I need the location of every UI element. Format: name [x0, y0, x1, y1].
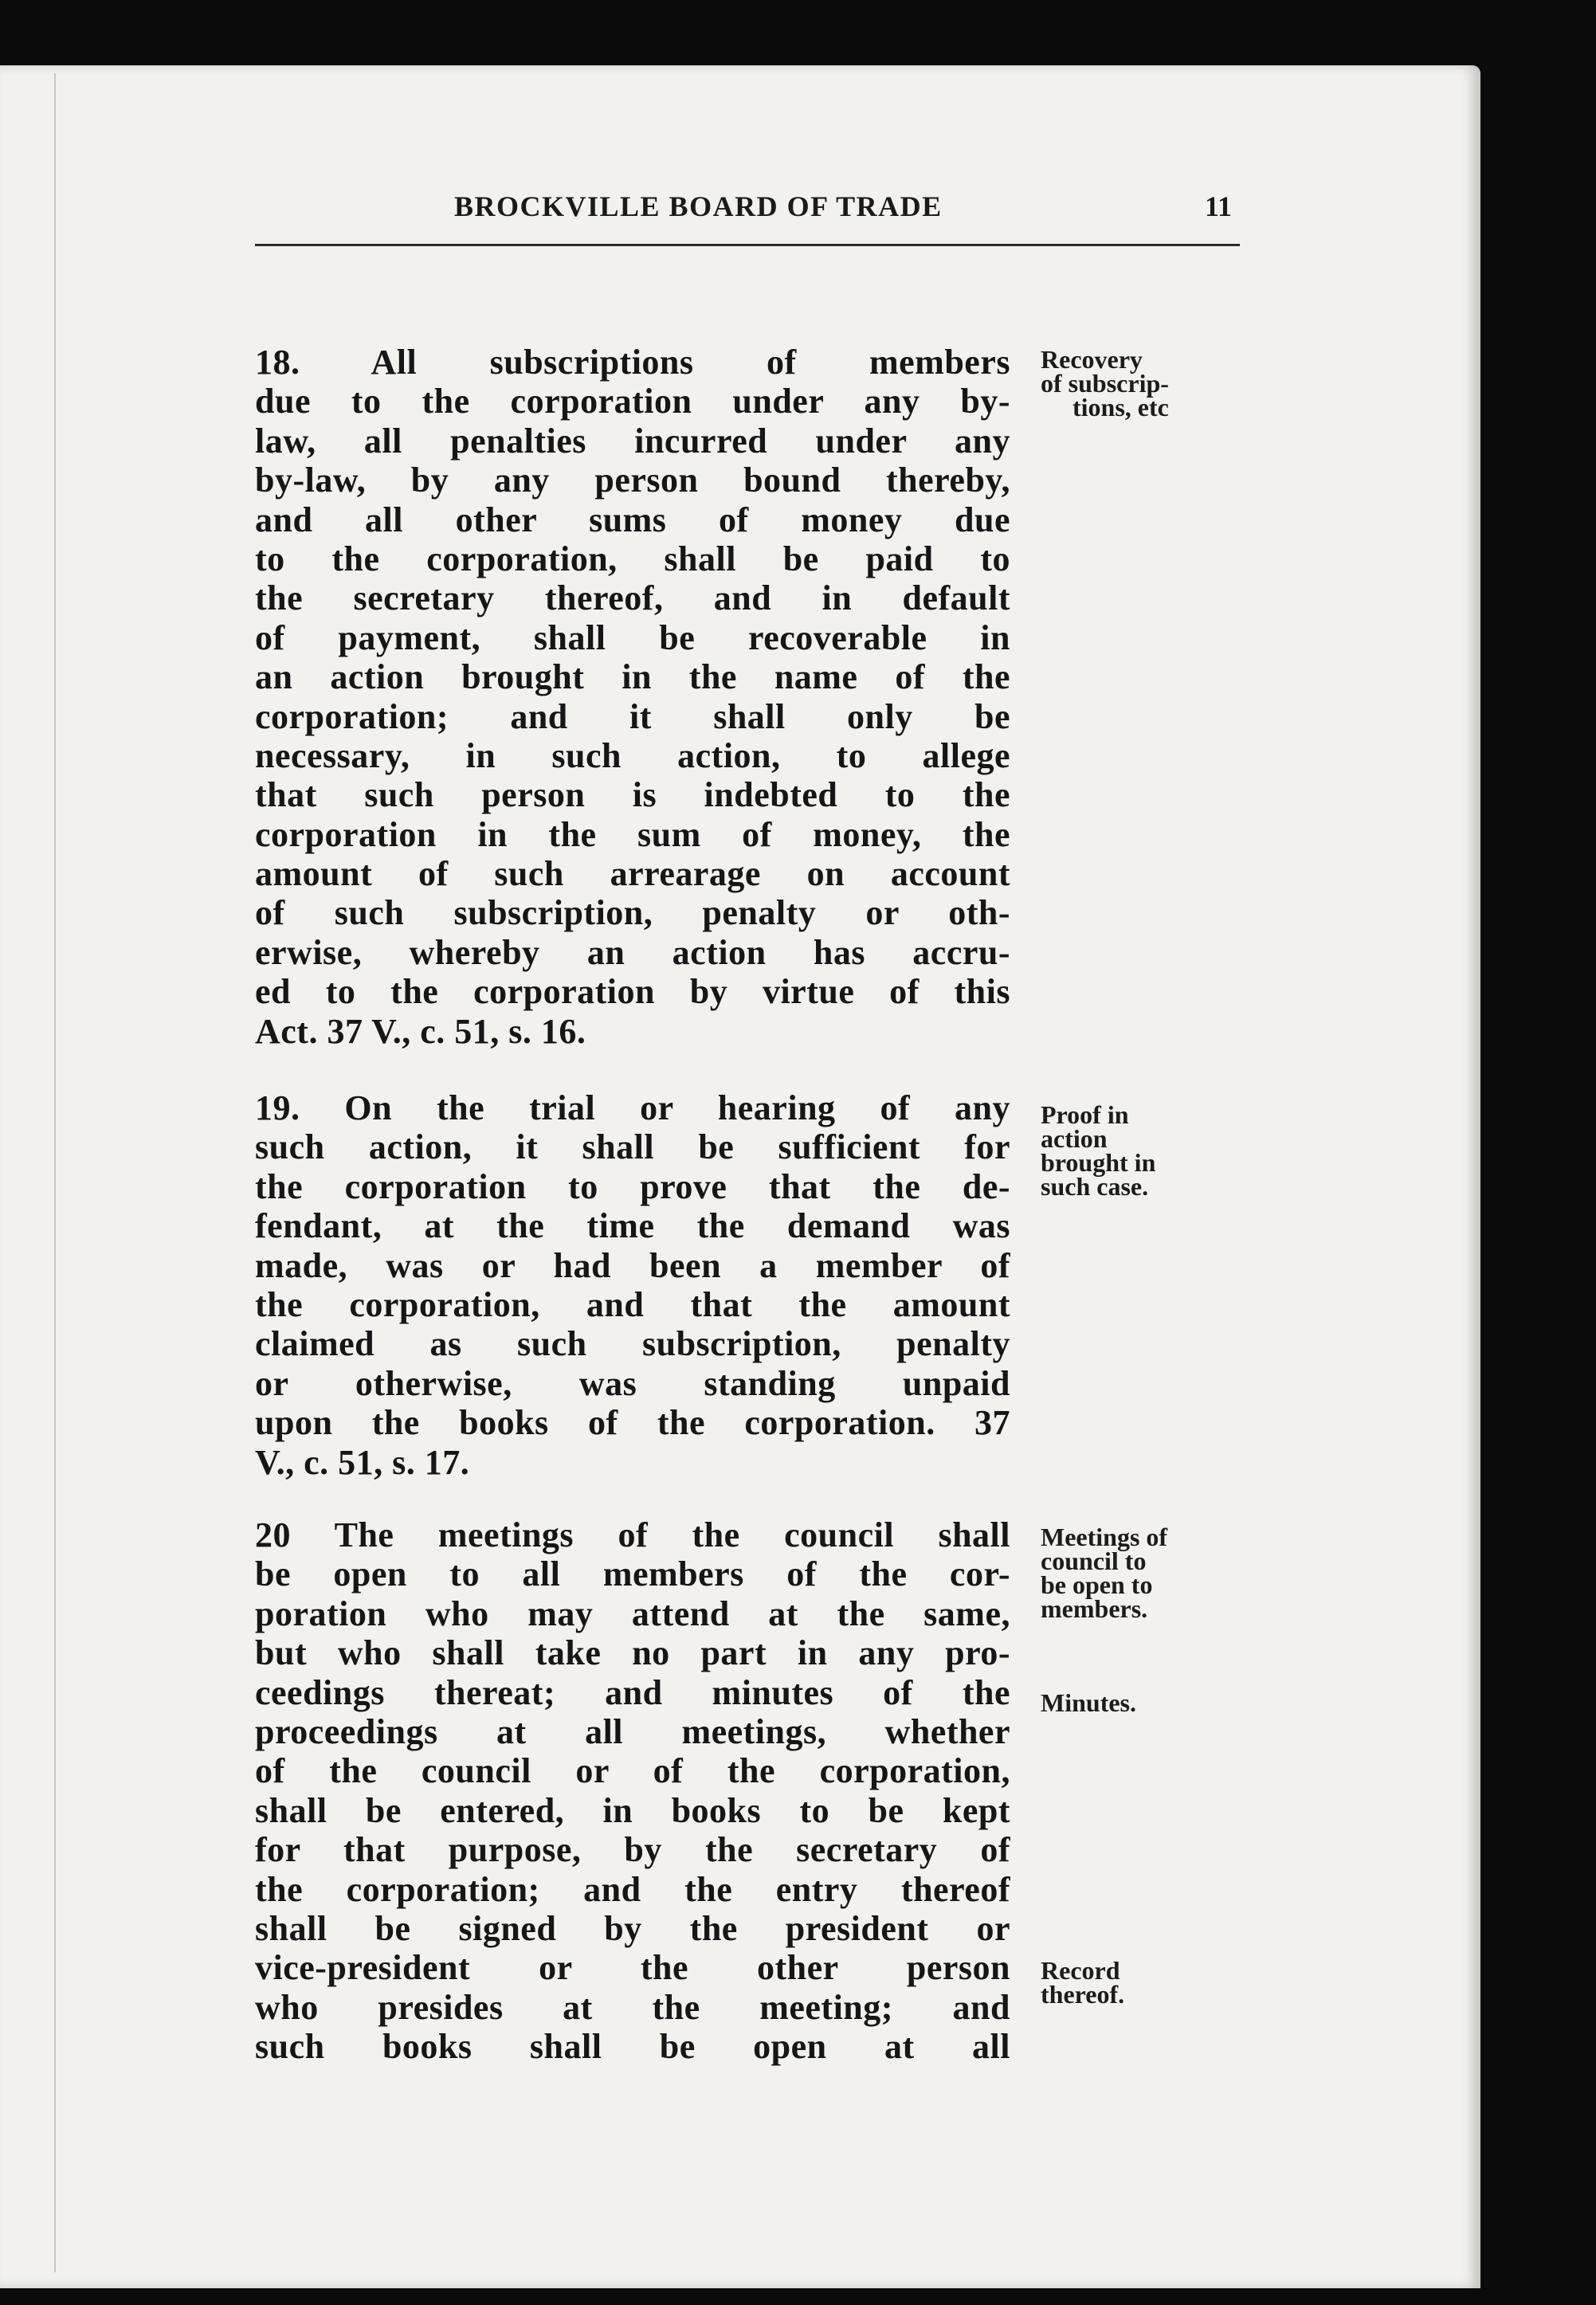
margin-note-proof — [1041, 1100, 1156, 1201]
text-line: corporation in the sum of money, the — [255, 814, 1010, 854]
text-line: who presides at the meeting; and — [255, 1987, 1010, 2027]
text-line: Act. 37 V., c. 51, s. 16. — [255, 1011, 586, 1051]
text-line: V., c. 51, s. 17. — [255, 1442, 470, 1482]
section-18-paragraph — [255, 343, 1010, 1051]
margin-note-line: Proof in — [1041, 1100, 1129, 1129]
text-line: such books shall be open at all — [255, 2027, 1010, 2067]
text-line: shall be entered, in books to be kept — [255, 1790, 1010, 1830]
text-line: an action brought in the name of the — [255, 657, 1010, 697]
margin-note-line: such case. — [1041, 1172, 1149, 1201]
text-line: vice-president or the other person — [255, 1948, 1010, 1988]
text-line: law, all penalties incurred under any — [255, 421, 1010, 461]
margin-note-meetings — [1041, 1525, 1167, 1621]
text-line: upon the books of the corporation. 37 — [255, 1403, 1010, 1443]
margin-note-line: Minutes. — [1041, 1688, 1136, 1717]
text-line: the corporation to prove that the de- — [255, 1166, 1010, 1206]
text-line: necessary, in such action, to allege — [255, 735, 1010, 775]
text-line: shall be signed by the president or — [255, 1908, 1010, 1948]
margin-note-line: members. — [1041, 1594, 1148, 1623]
running-head-title: BROCKVILLE BOARD OF TRADE — [454, 190, 943, 222]
text-line: the corporation; and the entry thereof — [255, 1869, 1010, 1909]
text-line: made, was or had been a member of — [255, 1245, 1010, 1285]
margin-note-line: Meetings of — [1041, 1523, 1168, 1551]
text-line: claimed as such subscription, penalty — [255, 1324, 1010, 1364]
text-line: to the corporation, shall be paid to — [255, 539, 1010, 578]
text-line: erwise, whereby an action has accru- — [255, 932, 1010, 972]
text-line: fendant, at the time the demand was — [255, 1206, 1010, 1246]
page-number: 11 — [1205, 190, 1233, 222]
text-line: the secretary thereof, and in default — [255, 578, 1010, 618]
page-gutter-line — [54, 73, 56, 2272]
text-line: 18. All subscriptions of members — [255, 343, 1010, 382]
section-19-paragraph — [255, 1088, 1010, 1482]
text-line: such action, it shall be sufficient for — [255, 1127, 1010, 1167]
header-rule — [255, 244, 1240, 246]
text-line: and all other sums of money due — [255, 500, 1010, 539]
margin-note-line: action — [1041, 1124, 1108, 1153]
text-line: that such person is indebted to the — [255, 775, 1010, 815]
margin-note-line: council to — [1041, 1546, 1147, 1575]
text-line: but who shall take no part in any pro- — [255, 1633, 1010, 1673]
text-line: the corporation, and that the amount — [255, 1284, 1010, 1324]
section-20-paragraph — [255, 1515, 1010, 2066]
text-line: of the council or of the corporation, — [255, 1751, 1010, 1791]
text-line: due to the corporation under any by- — [255, 382, 1010, 421]
margin-note-line: be open to — [1041, 1570, 1153, 1599]
margin-note-minutes — [1041, 1688, 1136, 1717]
text-line: by-law, by any person bound thereby, — [255, 461, 1010, 500]
margin-note-record — [1041, 1956, 1125, 2009]
text-line: of payment, shall be recoverable in — [255, 617, 1010, 657]
margin-note-line: of subscrip- — [1041, 369, 1169, 398]
margin-note-line: Record — [1041, 1956, 1120, 1985]
text-line: amount of such arrearage on account — [255, 854, 1010, 894]
text-line: or otherwise, was standing unpaid — [255, 1363, 1010, 1403]
text-line: 19. On the trial or hearing of any — [255, 1088, 1010, 1127]
margin-note-line: tions, etc — [1072, 393, 1169, 421]
text-line: ceedings thereat; and minutes of the — [255, 1672, 1010, 1712]
margin-note-recovery — [1041, 347, 1169, 419]
text-line: poration who may attend at the same, — [255, 1594, 1010, 1633]
text-line: proceedings at all meetings, whether — [255, 1711, 1010, 1751]
text-line: 20 The meetings of the council shall — [255, 1515, 1010, 1554]
text-line: ed to the corporation by virtue of this — [255, 972, 1010, 1012]
margin-note-line: brought in — [1041, 1148, 1156, 1177]
text-line: of such subscription, penalty or oth- — [255, 893, 1010, 933]
text-line: be open to all members of the cor- — [255, 1554, 1010, 1594]
text-line: corporation; and it shall only be — [255, 696, 1010, 736]
text-line: for that purpose, by the secretary of — [255, 1830, 1010, 1870]
margin-note-line: thereof. — [1041, 1980, 1125, 2009]
margin-note-line: Recovery — [1041, 345, 1143, 374]
